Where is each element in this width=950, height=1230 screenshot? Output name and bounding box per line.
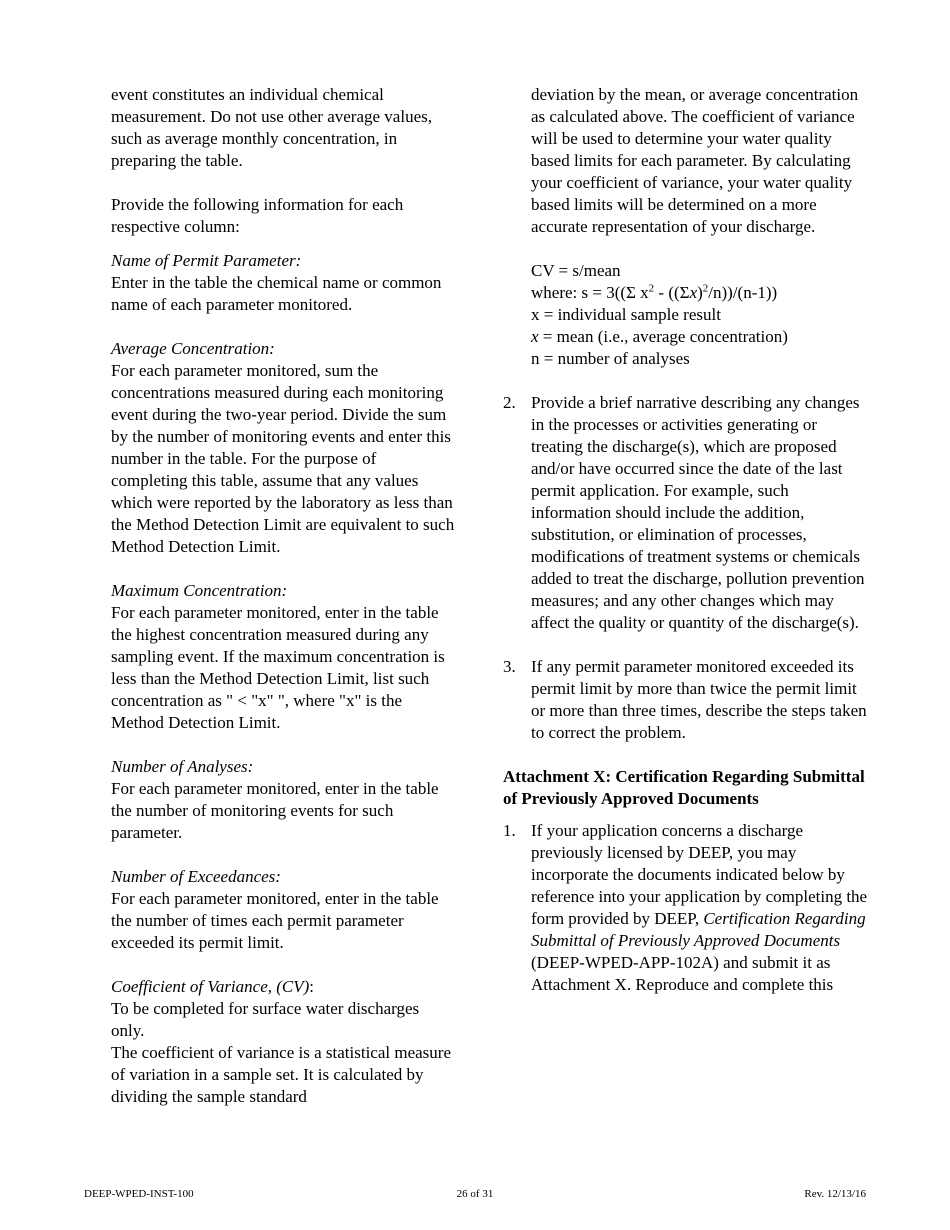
cv-formula-block	[503, 260, 873, 370]
formula-x-definition: x = individual sample result	[531, 305, 721, 324]
list-number: 2.	[503, 393, 516, 412]
list-text-part: If your application concerns a discharge previously licensed by DEEP, you may incorporate the documents indicated below by reference into your application by completing the form provided by DEEP,	[531, 821, 868, 928]
formula-s	[531, 282, 873, 304]
intro-paragraph: event constitutes an individual chemical measurement. Do not use other average values, such as average monthly concentration, in preparing the table.	[111, 85, 432, 170]
cv-heading-colon: :	[309, 977, 315, 996]
section-heading: Number of Analyses:	[111, 757, 254, 776]
section-body: For each parameter monitored, enter in the table the highest concentration measured during any sampling event. If the maximum concentration is less than the Method Detection Limit, list such concentration as " < "x" ", where "x" is the Method Detection Limit.	[111, 603, 445, 732]
list-number: 1.	[503, 821, 516, 840]
formula-mean-definition	[531, 326, 873, 348]
instruction-paragraph: Provide the following information for each respective column:	[111, 195, 404, 236]
section-body: For each parameter monitored, enter in the table the number of monitoring events for such parameter.	[111, 779, 439, 842]
list-text: Provide a brief narrative describing any changes in the processes or activities generating or treating the discharge(s), which are proposed and/or have occurred since the date of the last permit application. For example, such information should include the addition, substitution, or elimination of processes, modifications of treatment systems or chemicals added to treat the discharge, pollution prevention measures; and any other changes which may affect the quality or quantity of the discharge(s).	[531, 393, 865, 632]
list-item-3	[503, 656, 873, 744]
cv-continuation-paragraph: deviation by the mean, or average concentration as calculated above. The coefficient of variance will be used to determine your water quality based limits for each parameter. By calculating your coefficient of variance, your water quality based limits will be determined on a more accurate representation of your discharge.	[531, 85, 859, 236]
section-body: Enter in the table the chemical name or common name of each parameter monitored.	[111, 273, 442, 314]
formula-s-part: where: s = 3((Σ x	[531, 283, 649, 302]
section-heading: Maximum Concentration:	[111, 581, 288, 600]
list-text	[531, 820, 873, 996]
formula-cv: CV = s/mean	[531, 261, 621, 280]
footer-revision: Rev. 12/13/16	[804, 1188, 866, 1200]
section-heading: Name of Permit Parameter:	[111, 251, 302, 270]
formula-exponent: 2	[702, 282, 709, 295]
formula-variable: x	[531, 327, 539, 346]
section-coefficient-of-variance	[111, 976, 456, 1108]
right-column	[503, 84, 873, 996]
list-number: 3.	[503, 657, 516, 676]
formula-exponent: 2	[648, 282, 655, 295]
list-text-part: (DEEP-WPED-APP-102A) and submit it as Attachment X. Reproduce and complete this	[531, 953, 834, 994]
formula-s-part: /n))/(n-1))	[708, 283, 778, 302]
section-number-of-exceedances	[111, 866, 456, 954]
formula-s-part: - ((Σ	[654, 283, 690, 302]
footer-page-number: 26 of 31	[456, 1188, 494, 1200]
formula-variable: x	[689, 283, 698, 302]
formula-s-part: )	[697, 283, 703, 302]
section-body: For each parameter monitored, enter in the table the number of times each permit parameter exceeded its permit limit.	[111, 889, 439, 952]
attachment-x-heading: Attachment X: Certification Regarding Submittal of Previously Approved Documents	[503, 767, 865, 808]
cv-heading-text: Coefficient of Variance, (CV)	[111, 977, 310, 996]
section-heading: Average Concentration:	[111, 339, 275, 358]
cv-scope-text: To be completed for surface water discharges only.	[111, 999, 420, 1040]
section-number-of-analyses	[111, 756, 456, 844]
cv-definition-text: The coefficient of variance is a statistical measure of variation in a sample set. It is calculated by dividing the sample standard	[111, 1043, 451, 1106]
formula-n-definition: n = number of analyses	[531, 349, 690, 368]
section-heading: Number of Exceedances:	[111, 867, 281, 886]
section-body: For each parameter monitored, sum the concentrations measured during each monitoring event during the two-year period. Divide the sum by the number of monitoring events and enter this number in the table. For the purpose of completing this table, assume that any values which were reported by the laboratory as less than the Method Detection Limit are equivalent to such Method Detection Limit.	[111, 361, 455, 556]
formula-mean-text: = mean (i.e., average concentration)	[538, 327, 788, 346]
list-item-2	[503, 392, 873, 634]
section-average-concentration	[111, 338, 456, 558]
footer-doc-id: DEEP-WPED-INST-100	[84, 1188, 194, 1200]
attachment-list-item-1	[503, 820, 873, 996]
left-column	[111, 84, 456, 1108]
section-heading	[111, 976, 456, 998]
section-maximum-concentration	[111, 580, 456, 734]
section-name-of-permit-parameter	[111, 250, 456, 316]
list-text: If any permit parameter monitored exceeded its permit limit by more than twice the permit limit or more than three times, describe the steps taken to correct the problem.	[531, 657, 867, 742]
form-title-italic: Certification Regarding Submittal of Previously Approved Documents	[531, 909, 866, 950]
